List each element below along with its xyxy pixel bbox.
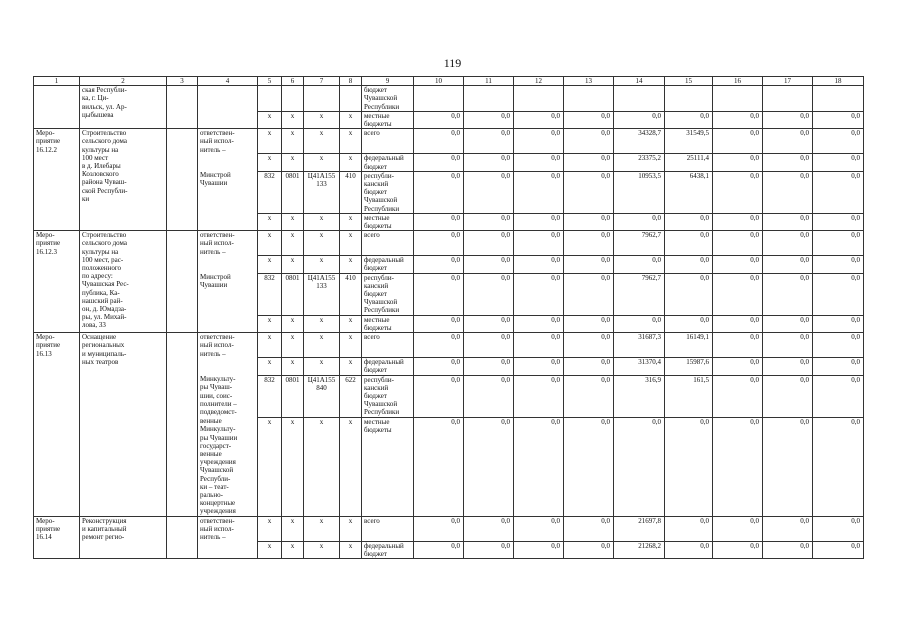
year-value-cell: 0,0 [414,111,464,128]
year-value-cell: 0,0 [464,358,514,375]
grbs-code-cell: x [258,129,282,154]
year-value-cell: 0,0 [713,171,763,213]
column-header-3: 3 [167,77,198,86]
column-header-1: 1 [34,77,80,86]
grbs-code-cell: x [258,358,282,375]
funding-source-cell: местные бюджеты [362,315,414,332]
funding-source-cell: местные бюджеты [362,111,414,128]
grbs-code-cell: 832 [258,375,282,417]
expense-type-cell: x [340,541,362,558]
year-value-cell: 0,0 [414,516,464,541]
section-code-cell: x [282,213,304,230]
year-value-cell: 0,0 [564,333,614,358]
funding-source-cell: бюджет Чувашской Республики [362,86,414,112]
column-header-18: 18 [813,77,864,86]
year-value-cell: 0,0 [713,541,763,558]
funding-source-cell: всего [362,333,414,358]
responsible-executor-cell [198,86,258,129]
year-value-cell: 0,0 [614,256,665,273]
grbs-code-cell: x [258,315,282,332]
year-value-cell: 0,0 [763,333,813,358]
table-row [34,231,864,256]
year-value-cell [564,86,614,112]
year-value-cell: 0,0 [813,375,864,417]
responsible-executor-cell: ответствен- ный испол- нитель – [198,516,258,541]
target-article-cell: x [304,417,340,516]
target-article-cell: x [304,315,340,332]
year-value-cell: 0,0 [564,171,614,213]
budget-table [33,76,864,559]
year-value-cell: 0,0 [614,315,665,332]
year-value-cell: 0,0 [614,417,665,516]
year-value-cell: 0,0 [564,154,614,171]
year-value-cell: 0,0 [713,273,763,315]
program-task-cell [167,516,198,559]
grbs-code-cell: x [258,333,282,358]
year-value-cell: 0,0 [564,129,614,154]
year-value-cell: 0,0 [564,231,614,256]
year-value-cell: 0,0 [813,541,864,558]
year-value-cell: 0,0 [763,417,813,516]
expense-type-cell [340,86,362,112]
year-value-cell: 0,0 [713,417,763,516]
table-row [34,86,864,112]
year-value-cell: 0,0 [813,129,864,154]
year-value-cell: 0,0 [813,256,864,273]
grbs-code-cell: x [258,516,282,541]
year-value-cell: 0,0 [464,333,514,358]
grbs-code-cell: 832 [258,273,282,315]
year-value-cell: 31549,5 [665,129,713,154]
year-value-cell: 0,0 [514,256,564,273]
year-value-cell: 0,0 [514,111,564,128]
year-value-cell: 0,0 [414,213,464,230]
measure-id-cell: Меро- приятие 16.12.3 [34,231,80,333]
section-code-cell: 0801 [282,273,304,315]
measure-name-cell: Строительство сельского дома культуры на 100 мест, рас- положенного по адресу: Чувашская Рес- публика, Ка- нашский рай- он, д. Юмадза- ры, ул. Михай- лова, 33 [80,231,167,333]
year-value-cell: 0,0 [614,213,665,230]
year-value-cell: 0,0 [414,256,464,273]
year-value-cell: 0,0 [763,273,813,315]
year-value-cell: 0,0 [514,171,564,213]
year-value-cell [514,86,564,112]
measure-id-cell [34,86,80,129]
year-value-cell: 0,0 [763,516,813,541]
year-value-cell: 0,0 [414,315,464,332]
year-value-cell: 34328,7 [614,129,665,154]
year-value-cell: 0,0 [564,358,614,375]
expense-type-cell: x [340,111,362,128]
target-article-cell: Ц41А155 840 [304,375,340,417]
year-value-cell [614,86,665,112]
responsible-executor-cell: Минстрой Чувашии [198,273,258,315]
year-value-cell: 7962,7 [614,231,665,256]
column-header-8: 8 [340,77,362,86]
year-value-cell [763,86,813,112]
year-value-cell: 0,0 [464,213,514,230]
year-value-cell: 0,0 [813,516,864,541]
year-value-cell: 0,0 [763,256,813,273]
column-header-12: 12 [514,77,564,86]
section-code-cell: x [282,516,304,541]
grbs-code-cell: x [258,154,282,171]
year-value-cell: 0,0 [665,231,713,256]
year-value-cell: 0,0 [665,256,713,273]
year-value-cell: 10953,5 [614,171,665,213]
funding-source-cell: всего [362,231,414,256]
section-code-cell: x [282,111,304,128]
target-article-cell: x [304,231,340,256]
year-value-cell: 0,0 [414,273,464,315]
year-value-cell: 21697,8 [614,516,665,541]
expense-type-cell: x [340,333,362,358]
year-value-cell: 0,0 [713,129,763,154]
target-article-cell: x [304,213,340,230]
year-value-cell: 0,0 [813,417,864,516]
program-task-cell [167,129,198,231]
year-value-cell: 0,0 [514,213,564,230]
section-code-cell [282,86,304,112]
expense-type-cell: 410 [340,171,362,213]
column-header-15: 15 [665,77,713,86]
year-value-cell [813,86,864,112]
column-header-5: 5 [258,77,282,86]
table-row [34,129,864,154]
year-value-cell: 31687,3 [614,333,665,358]
column-number-row [34,77,864,86]
year-value-cell: 7962,7 [614,273,665,315]
target-article-cell: x [304,111,340,128]
responsible-executor-cell: ответствен- ный испол- нитель – [198,129,258,154]
page-number: 119 [443,56,462,70]
column-header-13: 13 [564,77,614,86]
year-value-cell: 0,0 [713,375,763,417]
year-value-cell: 0,0 [464,171,514,213]
responsible-executor-cell: венные Минкульту- ры Чувашии государст- венные учреждения Чувашской Республи- ки – теат- рально- концертные учреждения [198,417,258,516]
column-header-4: 4 [198,77,258,86]
expense-type-cell: x [340,231,362,256]
year-value-cell: 0,0 [414,541,464,558]
year-value-cell: 0,0 [564,375,614,417]
year-value-cell: 0,0 [514,375,564,417]
section-code-cell: x [282,333,304,358]
year-value-cell: 16149,1 [665,333,713,358]
year-value-cell: 0,0 [665,273,713,315]
year-value-cell: 0,0 [414,231,464,256]
grbs-code-cell: x [258,231,282,256]
year-value-cell: 0,0 [464,516,514,541]
responsible-executor-cell: ответствен- ный испол- нитель – [198,333,258,358]
responsible-executor-cell: Минстрой Чувашии [198,171,258,213]
program-task-cell [167,86,198,129]
year-value-cell: 0,0 [564,417,614,516]
year-value-cell [665,86,713,112]
section-code-cell: x [282,256,304,273]
measure-name-cell: Оснащение региональных и муниципаль- ных театров [80,333,167,516]
year-value-cell: 0,0 [464,111,514,128]
funding-source-cell: всего [362,516,414,541]
year-value-cell: 0,0 [813,213,864,230]
year-value-cell: 0,0 [713,154,763,171]
year-value-cell: 0,0 [665,417,713,516]
year-value-cell: 0,0 [713,315,763,332]
funding-source-cell: республи- канский бюджет Чувашской Республики [362,375,414,417]
year-value-cell: 0,0 [514,541,564,558]
year-value-cell: 0,0 [564,273,614,315]
expense-type-cell: x [340,315,362,332]
target-article-cell: x [304,154,340,171]
funding-source-cell: федеральный бюджет [362,256,414,273]
responsible-executor-cell: ответствен- ный испол- нитель – [198,231,258,256]
year-value-cell: 161,5 [665,375,713,417]
year-value-cell: 0,0 [665,111,713,128]
year-value-cell: 0,0 [763,375,813,417]
section-code-cell: x [282,315,304,332]
year-value-cell: 0,0 [813,273,864,315]
year-value-cell: 0,0 [464,256,514,273]
year-value-cell: 0,0 [713,111,763,128]
year-value-cell: 0,0 [763,213,813,230]
measure-id-cell: Меро- приятие 16.13 [34,333,80,516]
year-value-cell: 0,0 [564,213,614,230]
year-value-cell: 0,0 [713,256,763,273]
year-value-cell: 0,0 [813,333,864,358]
year-value-cell: 316,9 [614,375,665,417]
year-value-cell: 25111,4 [665,154,713,171]
grbs-code-cell: x [258,417,282,516]
year-value-cell: 0,0 [514,129,564,154]
funding-source-cell: всего [362,129,414,154]
expense-type-cell: 622 [340,375,362,417]
column-header-6: 6 [282,77,304,86]
year-value-cell: 0,0 [564,256,614,273]
year-value-cell: 0,0 [713,516,763,541]
target-article-cell: x [304,333,340,358]
measure-name-cell: Реконструкция и капитальный ремонт регио- [80,516,167,559]
year-value-cell: 0,0 [414,171,464,213]
measure-name-cell: Строительство сельского дома культуры на 100 мест в д. Илебары Козловского района Чуваш- ской Республи- ки [80,129,167,231]
column-header-2: 2 [80,77,167,86]
year-value-cell: 0,0 [763,358,813,375]
grbs-code-cell: 832 [258,171,282,213]
year-value-cell: 0,0 [763,231,813,256]
year-value-cell: 0,0 [464,417,514,516]
year-value-cell: 0,0 [514,273,564,315]
column-header-14: 14 [614,77,665,86]
funding-source-cell: местные бюджеты [362,417,414,516]
year-value-cell: 0,0 [763,541,813,558]
year-value-cell: 0,0 [414,358,464,375]
target-article-cell: x [304,541,340,558]
responsible-executor-cell [198,154,258,171]
year-value-cell: 0,0 [763,315,813,332]
table-row [34,516,864,541]
target-article-cell [304,86,340,112]
section-code-cell: x [282,417,304,516]
year-value-cell: 0,0 [414,333,464,358]
year-value-cell: 0,0 [564,111,614,128]
grbs-code-cell [258,86,282,112]
year-value-cell: 0,0 [514,516,564,541]
section-code-cell: x [282,231,304,256]
year-value-cell: 0,0 [813,154,864,171]
year-value-cell: 0,0 [763,129,813,154]
funding-source-cell: местные бюджеты [362,213,414,230]
year-value-cell: 0,0 [564,541,614,558]
year-value-cell: 0,0 [564,516,614,541]
year-value-cell: 0,0 [414,129,464,154]
year-value-cell: 0,0 [464,129,514,154]
year-value-cell: 0,0 [665,213,713,230]
year-value-cell: 0,0 [713,231,763,256]
grbs-code-cell: x [258,213,282,230]
funding-source-cell: федеральный бюджет [362,358,414,375]
year-value-cell: 0,0 [713,213,763,230]
section-code-cell: x [282,129,304,154]
year-value-cell: 0,0 [713,358,763,375]
expense-type-cell: x [340,129,362,154]
expense-type-cell: x [340,213,362,230]
year-value-cell: 0,0 [564,315,614,332]
responsible-executor-cell [198,213,258,230]
measure-id-cell: Меро- приятие 16.14 [34,516,80,559]
target-article-cell: Ц41А155 133 [304,171,340,213]
year-value-cell: 0,0 [414,154,464,171]
year-value-cell: 0,0 [464,315,514,332]
year-value-cell: 0,0 [514,154,564,171]
year-value-cell: 0,0 [464,231,514,256]
responsible-executor-cell [198,358,258,375]
year-value-cell: 0,0 [763,111,813,128]
year-value-cell: 0,0 [414,417,464,516]
section-code-cell: x [282,358,304,375]
year-value-cell: 0,0 [665,541,713,558]
responsible-executor-cell: Минкульту- ры Чуваш- шии, соис- полнители – подведомст- [198,375,258,417]
target-article-cell: x [304,129,340,154]
year-value-cell [713,86,763,112]
year-value-cell: 0,0 [813,171,864,213]
section-code-cell: 0801 [282,375,304,417]
expense-type-cell: 410 [340,273,362,315]
column-header-11: 11 [464,77,514,86]
grbs-code-cell: x [258,256,282,273]
funding-source-cell: республи- канский бюджет Чувашской Республики [362,273,414,315]
year-value-cell: 0,0 [414,375,464,417]
year-value-cell: 21268,2 [614,541,665,558]
year-value-cell: 6438,1 [665,171,713,213]
measure-name-cell: ская Республи- ка, г. Ци- вильск, ул. Ар- цыбышева [80,86,167,129]
year-value-cell: 23375,2 [614,154,665,171]
column-header-10: 10 [414,77,464,86]
expense-type-cell: x [340,154,362,171]
year-value-cell: 0,0 [614,111,665,128]
year-value-cell: 15987,6 [665,358,713,375]
year-value-cell: 0,0 [464,375,514,417]
year-value-cell: 0,0 [514,231,564,256]
program-task-cell [167,333,198,516]
measure-id-cell: Меро- приятие 16.12.2 [34,129,80,231]
table-row [34,333,864,358]
program-task-cell [167,231,198,333]
year-value-cell: 0,0 [464,541,514,558]
year-value-cell: 0,0 [464,273,514,315]
year-value-cell: 0,0 [514,358,564,375]
year-value-cell: 0,0 [763,154,813,171]
year-value-cell: 0,0 [665,516,713,541]
year-value-cell [414,86,464,112]
target-article-cell: Ц41А155 133 [304,273,340,315]
column-header-16: 16 [713,77,763,86]
year-value-cell: 0,0 [665,315,713,332]
responsible-executor-cell [198,315,258,332]
responsible-executor-cell [198,256,258,273]
funding-source-cell: республи- канский бюджет Чувашской Республики [362,171,414,213]
year-value-cell: 0,0 [813,315,864,332]
year-value-cell: 0,0 [763,171,813,213]
column-header-17: 17 [763,77,813,86]
year-value-cell: 0,0 [514,417,564,516]
year-value-cell: 0,0 [713,333,763,358]
grbs-code-cell: x [258,111,282,128]
expense-type-cell: x [340,516,362,541]
grbs-code-cell: x [258,541,282,558]
section-code-cell: x [282,154,304,171]
target-article-cell: x [304,256,340,273]
year-value-cell: 0,0 [464,154,514,171]
section-code-cell: x [282,541,304,558]
target-article-cell: x [304,516,340,541]
year-value-cell [464,86,514,112]
funding-source-cell: федеральный бюджет [362,154,414,171]
year-value-cell: 0,0 [813,358,864,375]
year-value-cell: 0,0 [514,315,564,332]
expense-type-cell: x [340,358,362,375]
funding-source-cell: федеральный бюджет [362,541,414,558]
column-header-7: 7 [304,77,340,86]
year-value-cell: 31370,4 [614,358,665,375]
responsible-executor-cell [198,541,258,558]
year-value-cell: 0,0 [514,333,564,358]
target-article-cell: x [304,358,340,375]
expense-type-cell: x [340,417,362,516]
section-code-cell: 0801 [282,171,304,213]
column-header-9: 9 [362,77,414,86]
expense-type-cell: x [340,256,362,273]
year-value-cell: 0,0 [813,111,864,128]
year-value-cell: 0,0 [813,231,864,256]
